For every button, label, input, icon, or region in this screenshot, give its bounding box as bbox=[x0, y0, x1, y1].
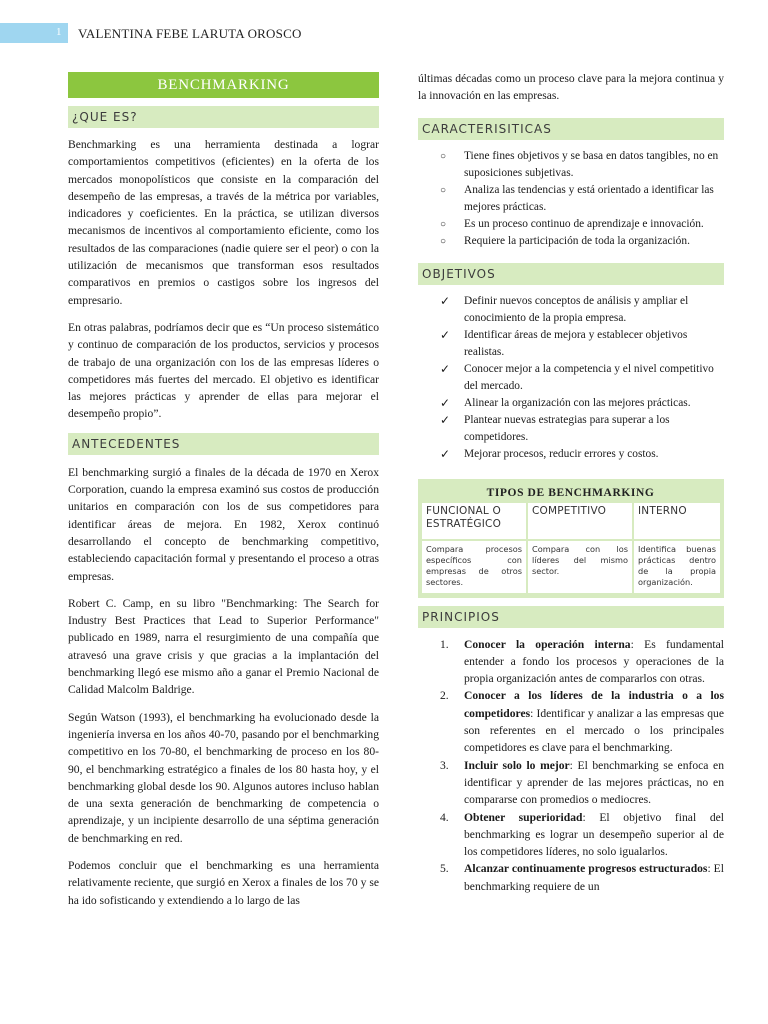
antecedentes-paragraph-2: Robert C. Camp, en su libro "Benchmarking: The Search for Industry Best Practices that Lead to Superior Performance" publicado en 1989, narra el resurgimiento de una compañía que atravesó una grave crisis y que gracias a la implantación del benchmarking llegó ese mismo año a ganar el Premio Nacional de Calidad Malcolm Baldrige. bbox=[68, 596, 379, 697]
checkmark-icon: ✓ bbox=[440, 361, 451, 376]
left-column bbox=[68, 70, 379, 909]
circle-bullet-icon: ○ bbox=[440, 235, 447, 247]
author-name: VALENTINA FEBE LARUTA OROSCO bbox=[78, 26, 302, 41]
list-item: ○ Es un proceso continuo de aprendizaje e innovación. bbox=[418, 216, 724, 233]
objetivos-list bbox=[418, 293, 724, 463]
document-title: BENCHMARKING bbox=[68, 72, 379, 98]
tipos-desc-competitivo: Compara con los líderes del mismo sector. bbox=[528, 541, 632, 593]
tipos-header-interno: INTERNO bbox=[634, 503, 720, 539]
circle-bullet-icon: ○ bbox=[440, 184, 447, 196]
section-heading-antecedentes: ANTECEDENTES bbox=[68, 433, 379, 455]
tipos-desc-interno: Identifica buenas prácticas dentro de la propia organización. bbox=[634, 541, 720, 593]
list-item: ○ Requiere la participación de toda la organización. bbox=[418, 233, 724, 250]
list-item: ✓ Definir nuevos conceptos de análisis y ampliar el conocimiento de la propia empresa. bbox=[440, 293, 689, 324]
list-item: 3. Incluir solo lo mejor: El benchmarking se enfoca en identificar y aprender de las mejores prácticas, no en compararse con promedios o mediocres. bbox=[440, 758, 724, 807]
list-item: ○ Analiza las tendencias y está orientado a identificar las mejores prácticas. bbox=[440, 183, 714, 213]
tipos-benchmarking-table bbox=[418, 479, 724, 598]
tipos-table-title: TIPOS DE BENCHMARKING bbox=[486, 486, 655, 499]
tipos-header-competitivo: COMPETITIVO bbox=[528, 503, 632, 539]
checkmark-icon: ✓ bbox=[440, 395, 451, 410]
list-item: 5. Alcanzar continuamente progresos estructurados: El benchmarking requiere de un bbox=[440, 862, 724, 893]
tipos-desc-funcional: Compara procesos específicos con empresas de otros sectores. bbox=[422, 541, 526, 593]
checkmark-icon: ✓ bbox=[440, 293, 451, 308]
que-es-paragraph-1: Benchmarking es una herramienta destinada a lograr comportamientos competitivos (eficientes) en la oferta de los mercados monopolísticos que consiste en la comparación del desempeño de las empresas, a través de la métrica por variables, indicadores y coeficientes. En la práctica, se utilizan diversos mecanismos de incentivos al comportamiento eficiente, como los resultados de las comparaciones (nadie quiere ser el peor) o con la utilización de mecanismos que transforman esos resultados comparativos en premios o castigos sobre los ingresos del empresario. bbox=[68, 138, 379, 307]
checkmark-icon: ✓ bbox=[440, 412, 451, 427]
tipos-grid bbox=[422, 503, 719, 593]
principios-list bbox=[418, 636, 724, 895]
caracteristicas-list bbox=[418, 148, 724, 250]
antecedentes-paragraph-1: El benchmarking surgió a finales de la década de 1970 en Xerox Corporation, cuando la empresa examinó sus costos de producción unitarios en comparación con los de sus competidores para identificar áreas de mejora. En 1982, Xerox continuó desarrollando el concepto de benchmarking competitivo, estableciendo capacitación formal y presentando el proceso a otras empresas. bbox=[68, 465, 379, 583]
section-heading-que-es: ¿QUE ES? bbox=[68, 106, 379, 128]
list-item: 4. Obtener superioridad: El objetivo final del benchmarking es lograr un desempeño superior al de los competidores líderes, no solo igualarlos. bbox=[440, 810, 724, 859]
checkmark-icon: ✓ bbox=[440, 327, 451, 342]
section-heading-principios: PRINCIPIOS bbox=[418, 606, 724, 628]
list-item: 1. Conocer la operación interna: Es fundamental entender a fondo los procesos y operaciones de la propia organización antes de compararlos con otras. bbox=[440, 637, 724, 686]
list-item: ✓ Mejorar procesos, reducir errores y costos. bbox=[440, 446, 659, 461]
continuation-paragraph: últimas décadas como un proceso clave para la mejora continua y la innovación en las empresas. bbox=[418, 72, 724, 103]
list-item: ○ Tiene fines objetivos y se basa en datos tangibles, no en suposiciones subjetivas. bbox=[440, 149, 719, 179]
list-item: ✓ Alinear la organización con las mejores prácticas. bbox=[440, 395, 691, 410]
list-item: ✓ Plantear nuevas estrategias para superar a los competidores. bbox=[440, 412, 670, 443]
list-item: 2. Conocer a los líderes de la industria o a los competidores: Identificar y analizar a las empresas que son referentes en el mercado o los principales competidores es clave para el benchmarking. bbox=[440, 689, 724, 755]
page-number: 1 bbox=[56, 26, 62, 38]
section-heading-caracteristicas: CARACTERISITICAS bbox=[418, 118, 724, 140]
right-column bbox=[418, 70, 724, 895]
antecedentes-paragraph-3: Según Watson (1993), el benchmarking ha evolucionado desde la ingeniería inversa en los años 40-70, pasando por el benchmarking competitivo en los 70-80, el benchmarking de proceso en los 80-90, el benchmarking estratégico a finales de los 80 hasta hoy, y el benchmarking global desde los 90. Algunos autores incluso hablan de una sexta generación de benchmarking de competencia o aprendizaje, y un incipiente desarrollo de una séptima generación de benchmarking en red. bbox=[68, 710, 379, 845]
circle-bullet-icon: ○ bbox=[440, 150, 447, 162]
section-heading-objetivos: OBJETIVOS bbox=[418, 263, 724, 285]
tipos-header-funcional: FUNCIONAL O ESTRATÉGICO bbox=[422, 503, 526, 539]
que-es-paragraph-2: En otras palabras, podríamos decir que es “Un proceso sistemático y continuo de comparación de los productos, servicios y procesos de trabajo de una organización con los de las empresas líderes o competidores más fuertes del mercado. El objetivo es identificar las mejores prácticas y aprender de ellas para mejorar el desempeño propio”. bbox=[68, 320, 379, 421]
antecedentes-paragraph-4: Podemos concluir que el benchmarking es una herramienta relativamente reciente, que surgió en Xerox a finales de los 70 y se ha ido sofisticando y extendiendo a lo largo de las bbox=[68, 858, 379, 907]
list-item: ✓ Identificar áreas de mejora y establecer objetivos realistas. bbox=[440, 327, 688, 358]
list-item: ✓ Conocer mejor a la competencia y el nivel competitivo del mercado. bbox=[440, 361, 714, 392]
circle-bullet-icon: ○ bbox=[440, 218, 447, 230]
checkmark-icon: ✓ bbox=[440, 446, 451, 461]
